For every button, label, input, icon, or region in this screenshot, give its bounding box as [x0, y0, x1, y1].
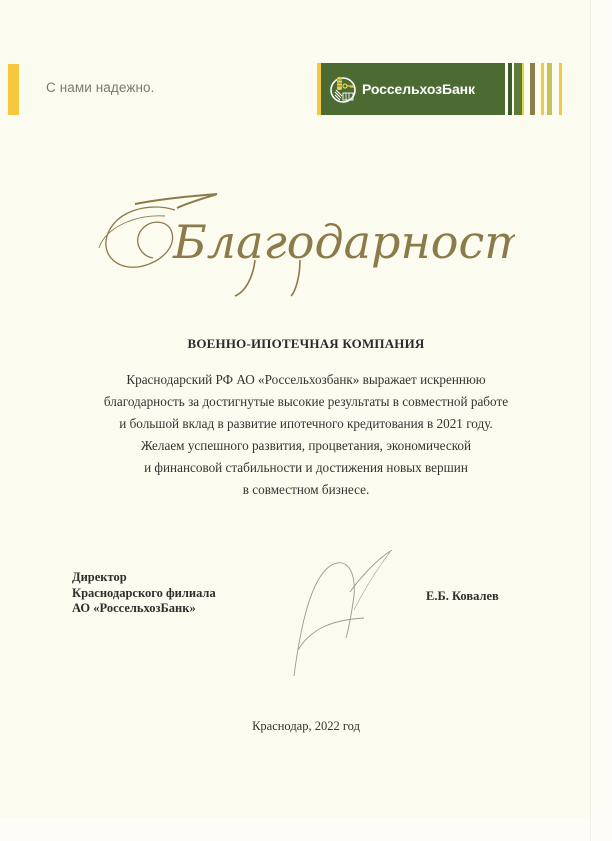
- position-line: Краснодарского филиала: [72, 585, 216, 600]
- handwritten-signature: [280, 550, 400, 690]
- position-line: Директор: [72, 570, 127, 584]
- tagline: С нами надежно.: [46, 80, 155, 95]
- logo-stripe: [541, 63, 544, 115]
- logo-stripe: [508, 63, 512, 115]
- bank-name: РоссельхозБанк: [362, 81, 475, 97]
- body-line: благодарность за достигнутые высокие результаты в совместной работе: [103, 394, 509, 409]
- body-line: и большой вклад в развитие ипотечного кредитования в 2021 году.: [119, 416, 493, 431]
- gratitude-text: [0, 369, 612, 501]
- recipient-name: ВОЕННО-ИПОТЕЧНАЯ КОМПАНИЯ: [187, 336, 425, 351]
- body-line: в совместном бизнесе.: [242, 482, 370, 497]
- logo-stripe: [559, 63, 562, 115]
- signer-position: [72, 570, 216, 617]
- place-and-date: Краснодар, 2022 год: [252, 719, 360, 733]
- title-text: Благодарность: [173, 215, 515, 269]
- body-line: и финансовой стабильности и достижения новых вершин: [144, 460, 468, 475]
- body-line: Краснодарский РФ АО «Россельхозбанк» выражает искреннюю: [126, 372, 486, 387]
- wheat-key-emblem-icon: [328, 74, 358, 104]
- position-line: АО «РоссельхозБанк»: [72, 601, 196, 615]
- logo-stripe: [530, 63, 535, 115]
- accent-bar: [8, 64, 19, 115]
- logo-stripe: [514, 63, 524, 115]
- logo-stripe: [547, 63, 552, 115]
- certificate-title: [95, 188, 515, 298]
- body-line: Желаем успешного развития, процветания, экономической: [140, 438, 472, 453]
- bank-logo: [317, 63, 505, 115]
- signer-name: Е.Б. Ковалев: [426, 589, 499, 603]
